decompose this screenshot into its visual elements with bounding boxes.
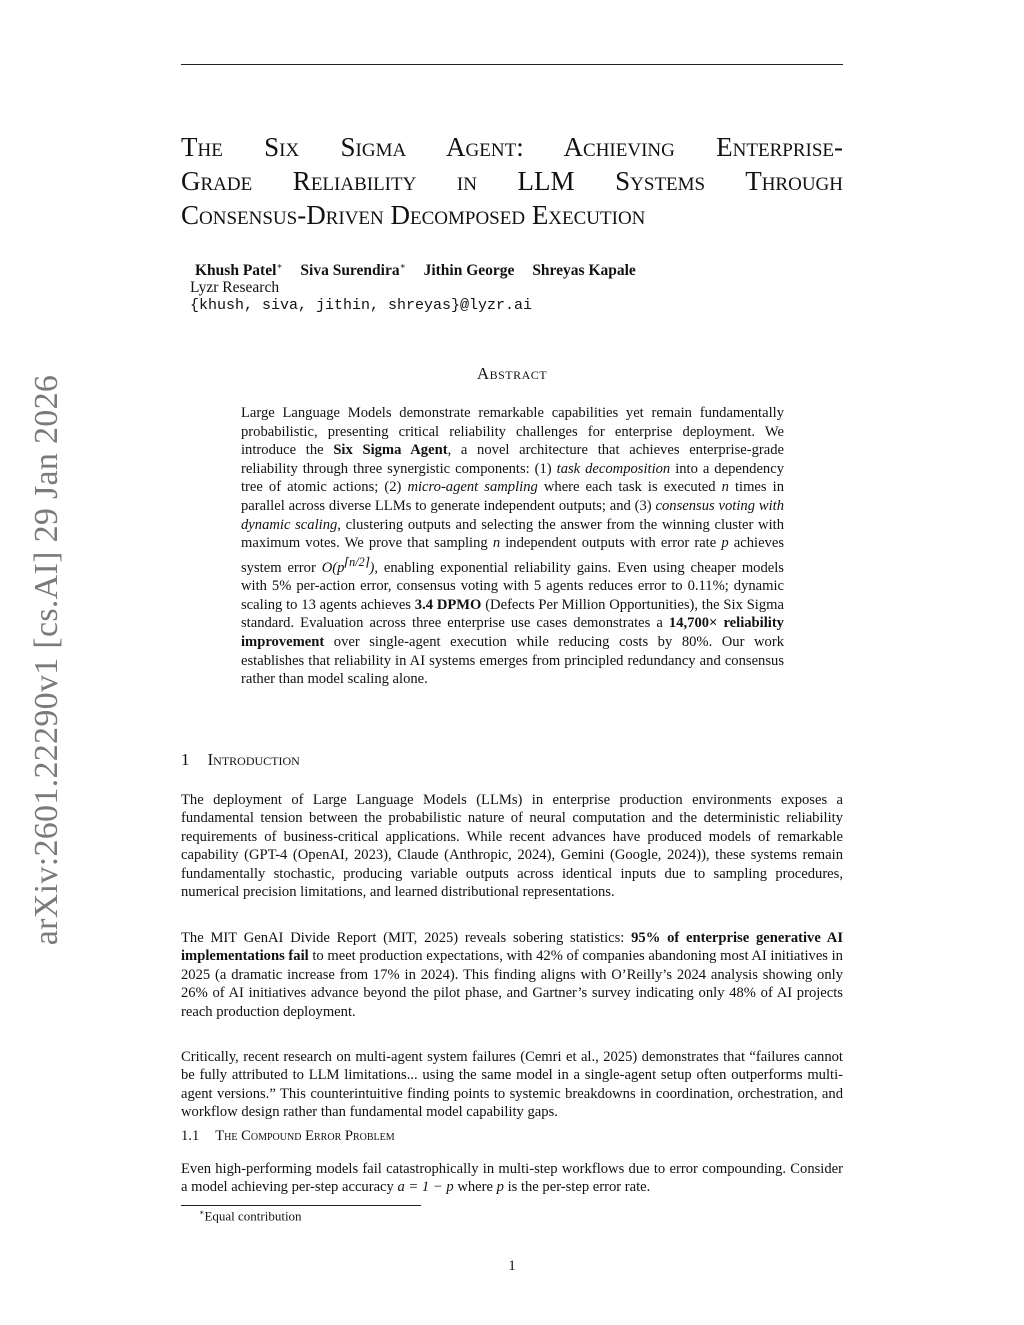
section-heading-introduction: 1 Introduction (181, 750, 300, 769)
subsection-paragraph-1: Even high-performing models fail catastrophically in multi-step workflows due to error compounding. Consider a model achieving per-step accuracy a = 1 − p where p is the per-step error rate. (181, 1161, 843, 1196)
author: Siva Surendira∗ (300, 261, 406, 280)
title-line-3: Consensus-Driven Decomposed Execution (181, 200, 646, 230)
author: Shreyas Kapale (532, 262, 636, 280)
footnote-rule (181, 1205, 421, 1206)
author-mark: ∗ (399, 261, 406, 271)
footnote: ∗Equal contribution (199, 1208, 302, 1224)
intro-paragraph-3: Critically, recent research on multi-agent system failures (Cemri et al., 2025) demonstrates that “failures cannot be fully attributed to LLM limitations... using the same model in a single-agent setup often outperforms multi-agent versions.” This counterintuitive finding points to systemic breakdowns in coordination, orchestration, and workflow design rather than fundamental model capability gaps. (181, 1049, 843, 1121)
arxiv-identifier-stamp: arXiv:2601.22290v1 [cs.AI] 29 Jan 2026 (28, 374, 65, 946)
author: Khush Patel∗ (195, 261, 283, 280)
author-list (195, 261, 650, 280)
author-emails: {khush, siva, jithin, shreyas}@lyzr.ai (190, 297, 533, 314)
abstract-body: Large Language Models demonstrate remarkable capabilities yet remain fundamentally probabilistic, presenting critical reliability challenges for enterprise deployment. We introduce the Six Sigma Agent, a novel architecture that achieves enterprise-grade reliability through three synergistic components: (1) task decomposition into a dependency tree of atomic actions; (2) micro-agent sampling where each task is executed n times in parallel across diverse LLMs to generate independent outputs; and (3) consensus voting with dynamic scaling, clustering outputs and selecting the answer from the winning cluster with maximum votes. We prove that sampling n independent outputs with error rate p achieves system error $O(p^{⌈n/2⌉})$, enabling exponential reliability gains. Even using cheaper models with 5% per-action error, consensus voting with 5 agents reduces error to 0.11%; dynamic scaling to 13 agents achieves 3.4 DPMO (Defects Per Million Opportunities), the Six Sigma standard. Evaluation across three enterprise use cases demonstrates a 14,700× reliability improvement over single-agent execution while reducing costs by 80%. Our work establishes that reliability in AI systems emerges from principled redundancy and consensus rather than model scaling alone. (241, 405, 785, 688)
error-bound-formula: $O(p^{⌈n/2⌉})$ (321, 554, 375, 576)
subsection-heading-compound-error: 1.1 The Compound Error Problem (181, 1128, 395, 1144)
abstract-heading: Abstract (476, 364, 548, 383)
affiliation: Lyzr Research (190, 279, 280, 296)
title-line-1: The Six Sigma Agent: Achieving Enterprise- (181, 132, 843, 162)
intro-paragraph-2: The MIT GenAI Divide Report (MIT, 2025) reveals sobering statistics: 95% of enterprise generative AI implementations fail to meet production expectations, with 42% of companies abandoning most AI initiatives in 2025 (a dramatic increase from 17% in 2024). This finding aligns with O’Reilly’s 2024 analysis showing only 26% of AI initiatives advance beyond the pilot phase, and Gartner’s survey indicating only 48% of AI projects reach production deployment. (181, 930, 843, 1020)
author: Jithin George (423, 262, 515, 280)
paper-title (181, 130, 843, 232)
page-number: 1 (508, 1258, 516, 1274)
author-mark: ∗ (276, 261, 283, 271)
title-line-2: Grade Reliability in LLM Systems Through (181, 166, 843, 196)
top-rule (181, 64, 843, 65)
intro-paragraph-1: The deployment of Large Language Models (LLMs) in enterprise production environments exposes a fundamental tension between the probabilistic nature of neural computation and the deterministic reliability requirements of business-critical applications. While recent advances have produced models of remarkable capability (GPT-4 (OpenAI, 2023), Claude (Anthropic, 2024), Gemini (Google, 2024)), these systems remain fundamentally stochastic, producing variable outputs across identical inputs due to sampling procedures, numerical precision limitations, and learned distributional representations. (181, 792, 843, 901)
